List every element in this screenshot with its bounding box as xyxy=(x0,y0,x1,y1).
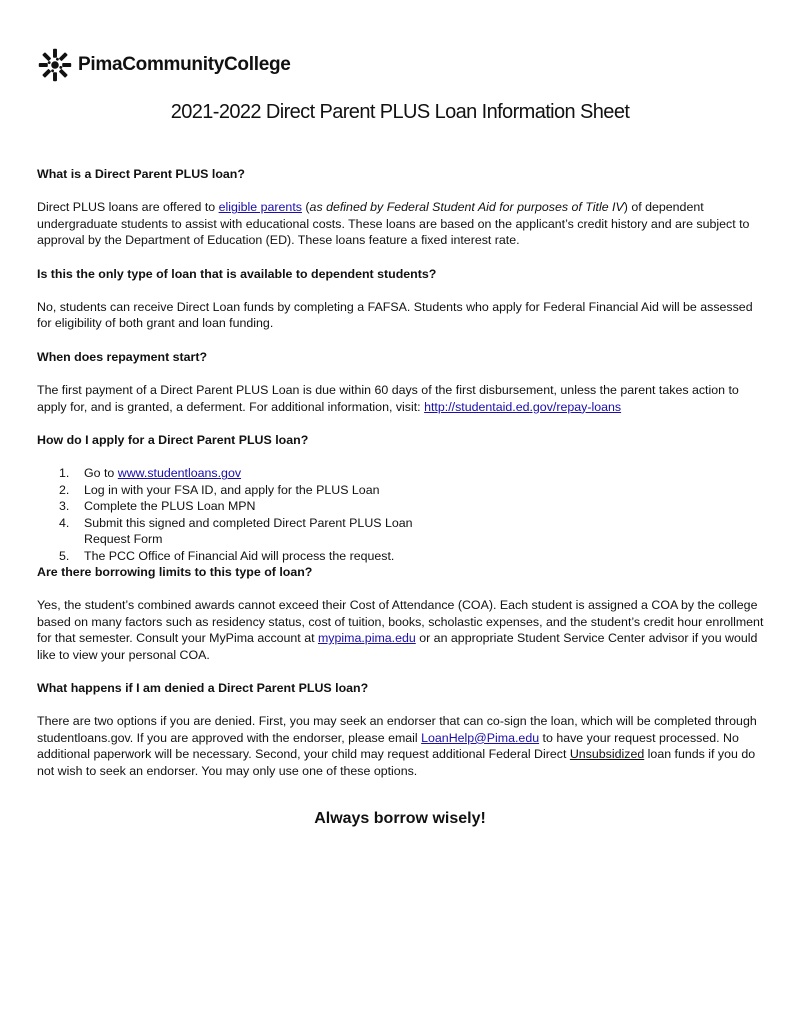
unsubsidized-text: Unsubsidized xyxy=(569,747,645,762)
answer-text: Yes, the student’s combined awards cannot exceed their Cost of Attendance (COA). Each student is assigned a COA by the college based on many factors such as residency status, cost of tuition, books, scholastic expenses, and the student’s credit hour enrollment for that semester. Consult your MyPima account at xyxy=(37,598,764,646)
closing-statement: Always borrow wisely! xyxy=(314,810,486,827)
apply-steps-list xyxy=(37,465,767,563)
page-title: 2021-2022 Direct Parent PLUS Loan Information Sheet xyxy=(170,101,630,123)
starburst-logo-icon xyxy=(37,47,73,83)
logo-text: PimaCommunityCollege xyxy=(78,54,291,75)
eligible-parents-link[interactable]: eligible parents xyxy=(218,200,302,215)
step-text: Complete the PLUS Loan MPN xyxy=(84,499,256,514)
step-text: Log in with your FSA ID, and apply for the PLUS Loan xyxy=(84,482,380,497)
answer-text: or an appropriate Student Service Center advisor if you would like to view your personal COA. xyxy=(37,631,758,662)
repay-loans-link[interactable]: http://studentaid.ed.gov/repay-loans xyxy=(424,399,622,414)
step-text: Submit this signed and completed Direct Parent PLUS Loan Request Form xyxy=(84,515,413,547)
list-item xyxy=(37,498,449,514)
answer-text: Direct PLUS loans are offered to xyxy=(37,200,219,215)
question-borrowing-limits: Are there borrowing limits to this type of loan? xyxy=(37,564,313,579)
step-number: 3. xyxy=(59,499,70,514)
answer-repayment xyxy=(37,382,767,415)
list-item xyxy=(37,465,449,481)
answer-text: loan funds if you do not wish to seek an endorser. You may only use one of these options. xyxy=(37,747,756,778)
step-text: The PCC Office of Financial Aid will process the request. xyxy=(84,548,395,563)
step-number: 4. xyxy=(59,515,70,530)
list-item xyxy=(37,482,449,498)
answer-italic-text: as defined by Federal Student Aid for purposes of Title IV xyxy=(309,200,624,215)
list-item xyxy=(37,515,449,548)
step-number: 1. xyxy=(59,466,70,481)
loanhelp-email-link[interactable]: LoanHelp@Pima.edu xyxy=(421,730,540,745)
step-text: Go to xyxy=(84,466,118,481)
answer-denied xyxy=(37,713,767,779)
question-only-type: Is this the only type of loan that is available to dependent students? xyxy=(37,266,437,281)
answer-text: ( xyxy=(301,200,310,215)
studentloans-link[interactable]: www.studentloans.gov xyxy=(117,466,242,481)
answer-text: to have your request processed. No additional paperwork will be necessary. Second, your child may request additional Federal Direct xyxy=(37,730,739,762)
question-what-is-plus: What is a Direct Parent PLUS loan? xyxy=(37,167,245,181)
list-item xyxy=(37,548,449,564)
answer-borrowing-limits xyxy=(37,597,767,663)
document-body xyxy=(37,166,767,779)
question-repayment: When does repayment start? xyxy=(37,349,208,364)
answer-only-type: No, students can receive Direct Loan funds by completing a FAFSA. Students who apply for Federal Financial Aid will be assessed for eligibility of both grant and loan funding. xyxy=(37,300,753,331)
mypima-link[interactable]: mypima.pima.edu xyxy=(317,631,416,646)
answer-text: The first payment of a Direct Parent PLUS Loan is due within 60 days of the first disbursement, unless the parent takes action to apply for, and is granted, a deferment. For additional information, visit: xyxy=(37,383,739,414)
step-number: 2. xyxy=(59,482,70,497)
college-logo[interactable] xyxy=(37,45,291,85)
question-denied: What happens if I am denied a Direct Parent PLUS loan? xyxy=(37,680,369,695)
answer-text: ) of dependent undergraduate students to assist with educational costs. These loans are based on the applicant’s credit history and are subject to approval by the Department of Education (ED). These loans feature a fixed interest rate. xyxy=(37,200,750,248)
answer-text: There are two options if you are denied. First, you may seek an endorser that can co-sign the loan, which will be completed through studentloans.gov. If you are approved with the endorser, please email xyxy=(37,714,757,745)
step-number: 5. xyxy=(59,548,70,563)
question-how-apply: How do I apply for a Direct Parent PLUS loan? xyxy=(37,433,309,448)
answer-what-is-plus xyxy=(37,199,767,248)
